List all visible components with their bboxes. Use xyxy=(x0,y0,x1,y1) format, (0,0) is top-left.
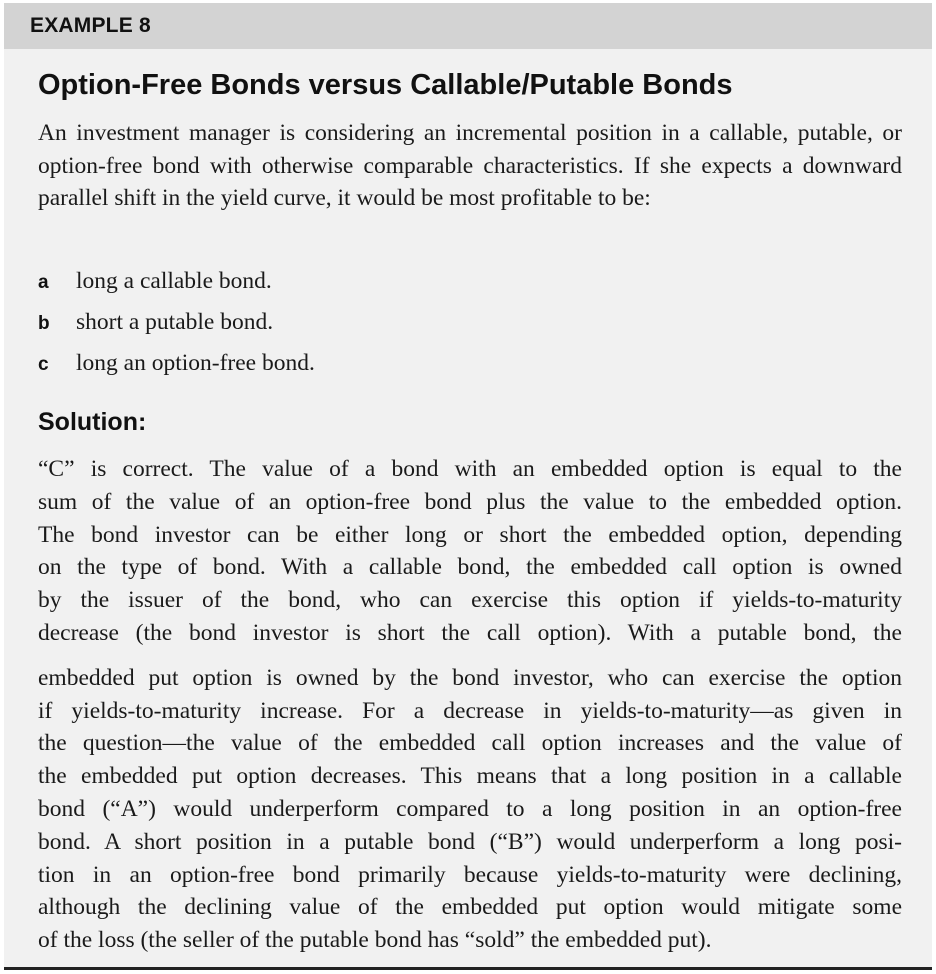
solution-line: bond (“A”) would underperform compared to a long position in an option-free xyxy=(38,795,902,822)
solution-line: decrease (the bond investor is short the call option). With a putable bond, the xyxy=(38,619,902,646)
solution-line: if yields-to-maturity increase. For a decrease in yields-to-maturity—as given in xyxy=(38,697,902,724)
solution-line: tion in an option-free bond primarily because yields-to-maturity were declining, xyxy=(38,861,902,888)
solution-line: The bond investor can be either long or short the embedded option, depending xyxy=(38,521,902,548)
solution-line: sum of the value of an option-free bond plus the value to the embedded option. xyxy=(38,488,902,515)
solution-line: bond. A short position in a putable bond (“B”) would underperform a long posi- xyxy=(38,828,902,855)
option-text: long an option-free bond. xyxy=(76,350,315,376)
example-box xyxy=(4,3,932,968)
solution-line: the question—the value of the embedded call option increases and the value of xyxy=(38,730,902,757)
solution-line: of the loss (the seller of the putable bond has “sold” the embedded put). xyxy=(38,927,712,954)
page-gap xyxy=(38,650,902,662)
option-text: short a putable bond. xyxy=(76,309,274,335)
option-letter: a xyxy=(38,272,49,293)
solution-text xyxy=(38,453,902,957)
option-letter: c xyxy=(38,354,49,375)
example-header-bar xyxy=(4,3,932,49)
solution-line: by the issuer of the bond, who can exercise this option if yields-to-maturity xyxy=(38,587,902,614)
example-title: Option-Free Bonds versus Callable/Putable Bonds xyxy=(38,69,733,101)
solution-line: embedded put option is owned by the bond investor, who can exercise the option xyxy=(38,664,902,691)
answer-options xyxy=(38,265,902,388)
option-b xyxy=(38,306,902,347)
example-label: EXAMPLE 8 xyxy=(30,14,151,37)
solution-line: on the type of bond. With a callable bond, the embedded call option is owned xyxy=(38,554,902,581)
option-text: long a callable bond. xyxy=(76,268,272,294)
option-c xyxy=(38,347,902,388)
solution-line: although the declining value of the embedded put option would mitigate some xyxy=(38,894,902,921)
solution-line: “C” is correct. The value of a bond with an embedded option is equal to the xyxy=(38,456,902,482)
solution-line: the embedded put option decreases. This means that a long position in a callable xyxy=(38,763,902,790)
option-a xyxy=(38,265,902,306)
bottom-rule xyxy=(4,967,932,970)
option-letter: b xyxy=(38,313,50,334)
solution-heading: Solution: xyxy=(38,408,147,436)
question-text: An investment manager is considering an incremental position in a callable, putable, or option-free bond with otherwise comparable characteristics. If she expects a downward parallel shift in the yield curve, it would be most profitable to be: xyxy=(38,120,902,211)
